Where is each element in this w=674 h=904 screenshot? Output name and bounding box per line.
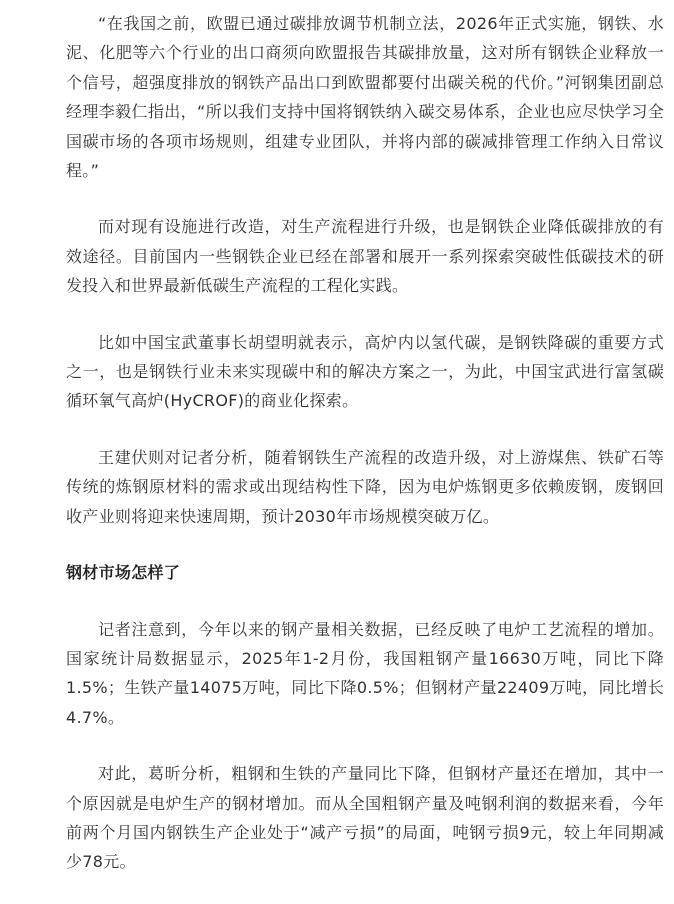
paragraph-production-data: 记者注意到，今年以来的钢产量相关数据，已经反映了电炉工艺流程的增加。国家统计局数据显示，2025年1-2月份，我国粗钢产量16630万吨，同比下降1.5%；生铁产量14075万吨，同比下降0.5%；但钢材产量22409万吨，同比增长4.7%。 [66,619,664,727]
section-heading-steel-market: 钢材市场怎样了 [66,563,181,583]
paragraph-baowu-hydrogen: 比如中国宝武董事长胡望明就表示，高炉内以氢代碳，是钢铁降碳的重要方式之一，也是钢铁行业未来实现碳中和的解决方案之一，为此，中国宝武进行富氢碳循环氧气高炉(HyCROF)的商业化探索。 [66,332,664,411]
paragraph-scrap-recycling: 王建伏则对记者分析，随着钢铁生产流程的改造升级，对上游煤焦、铁矿石等传统的炼钢原材料的需求或出现结构性下降，因为电炉炼钢更多依赖废钢，废钢回收产业则将迎来快速周期，预计2030年市场规模突破万亿。 [66,447,664,526]
article-body [66,9,664,904]
paragraph-production-analysis: 对此，葛昕分析，粗钢和生铁的产量同比下降，但钢材产量还在增加，其中一个原因就是电炉生产的钢材增加。而从全国粗钢产量及吨钢利润的数据来看，今年前两个月国内钢铁生产企业处于“减产亏损”的局面，吨钢亏损9元，较上年同期减少78元。 [66,764,664,872]
paragraph-facility-upgrade: 而对现有设施进行改造，对生产流程进行升级，也是钢铁企业降低碳排放的有效途径。目前国内一些钢铁企业已经在部署和展开一系列探索突破性低碳技术的研发投入和世界最新低碳生产流程的工程化实践。 [66,217,664,296]
paragraph-eu-carbon-mechanism: “在我国之前，欧盟已通过碳排放调节机制立法，2026年正式实施，钢铁、水泥、化肥等六个行业的出口商须向欧盟报告其碳排放量，这对所有钢铁企业释放一个信号，超强度排放的钢铁产品出口到欧盟都要付出碳关税的代价。”河钢集团副总经理李毅仁指出，“所以我们支持中国将钢铁纳入碳交易体系，企业也应尽快学习全国碳市场的各项市场规则，组建专业团队，并将内部的碳减排管理工作纳入日常议程。” [66,14,664,181]
